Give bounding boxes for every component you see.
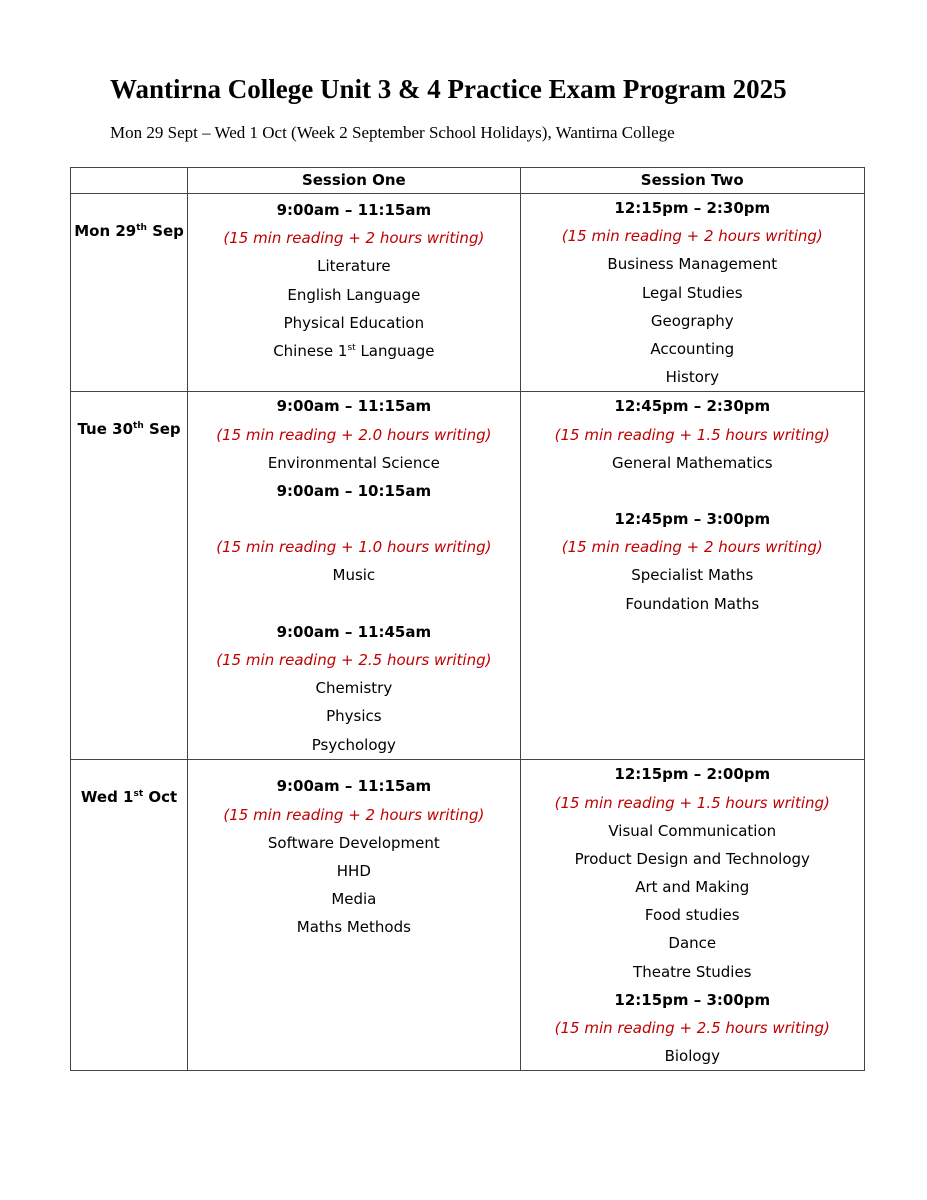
session-time: 12:15pm – 2:30pm [614,199,771,217]
subject-text: Chinese 1 [273,341,348,360]
subject: Visual Communication [608,821,777,840]
subject: History [665,368,719,387]
session-time: 12:45pm – 3:00pm [614,510,771,529]
subject: Dance [668,934,717,953]
subject: Environmental Science [267,453,440,472]
day-label-tue [71,392,188,760]
session-duration-note: (15 min reading + 2.5 hours writing) [554,1019,830,1037]
day-label-wed [71,760,188,1071]
subject: Accounting [650,339,735,358]
exam-schedule-table [70,167,865,1071]
session-time: 9:00am – 11:15am [276,201,432,219]
day-text: Tue 30 [77,420,134,439]
session-duration-note: (15 min reading + 2 hours writing) [223,229,485,248]
session-time: 12:45pm – 2:30pm [614,397,771,416]
subject [188,337,519,365]
subject: Specialist Maths [631,566,754,585]
subject: General Mathematics [612,453,773,472]
document-title: Wantirna College Unit 3 & 4 Practice Exam Program 2025 [110,74,787,104]
day-ordinal: th [133,421,144,432]
session-duration-note: (15 min reading + 2 hours writing) [561,538,823,557]
subject: Music [332,566,376,585]
subject: Food studies [644,906,740,925]
subject: Geography [650,311,734,330]
session-duration-note: (15 min reading + 2.5 hours writing) [216,651,492,669]
session-time: 9:00am – 11:15am [276,777,432,796]
subject: Media [331,890,377,909]
day-month: Sep [143,420,181,439]
day-text: Wed 1 [80,788,134,807]
spacer [188,505,519,533]
subject: Psychology [311,735,396,754]
session-time: 9:00am – 11:45am [276,622,432,641]
table-row-tue [71,392,865,760]
subject: Physics [326,707,382,726]
table-row-wed [71,760,865,1071]
header-session-two: Session Two [520,168,864,194]
header-blank [71,168,188,194]
spacer [521,477,864,505]
day-text: Mon 29 [74,222,137,240]
subject: Business Management [607,255,778,274]
session-duration-note: (15 min reading + 2 hours writing) [223,805,485,824]
subject-text: Language [355,341,435,360]
wed-session-one [188,760,520,1071]
subject: Legal Studies [641,283,743,302]
table-row-mon [71,194,865,392]
session-duration-note: (15 min reading + 1.0 hours writing) [216,538,492,557]
subject: Maths Methods [296,918,411,937]
wed-session-two [520,760,864,1071]
subject: Product Design and Technology [574,849,810,868]
session-duration-note: (15 min reading + 2.0 hours writing) [216,425,492,444]
day-ordinal: st [133,789,144,800]
day-month: Oct [143,788,178,807]
mon-session-one [188,194,520,392]
day-month: Sep [146,222,184,240]
day-ordinal: th [136,223,147,233]
mon-session-two [520,194,864,392]
tue-session-two [520,392,864,760]
subject: English Language [287,285,421,304]
subject: Art and Making [635,878,750,897]
subject: Chemistry [315,679,393,698]
subject: Literature [317,257,391,276]
subject-ordinal: st [347,342,356,353]
session-duration-note: (15 min reading + 1.5 hours writing) [554,425,830,444]
day-label-mon [71,194,188,392]
session-time: 9:00am – 10:15am [276,481,432,500]
subject: Foundation Maths [625,594,760,613]
subject: Physical Education [283,313,425,332]
session-duration-note: (15 min reading + 2 hours writing) [561,227,823,246]
table-header-row [71,168,865,194]
session-duration-note: (15 min reading + 1.5 hours writing) [554,793,830,812]
session-time: 12:15pm – 3:00pm [614,990,771,1009]
tue-session-one [188,392,520,760]
spacer [188,590,519,618]
session-time: 12:15pm – 2:00pm [614,765,771,784]
header-session-one: Session One [188,168,520,194]
subject: Biology [664,1047,720,1066]
subject: HHD [336,861,371,880]
subject: Theatre Studies [633,962,752,981]
document-subtitle: Mon 29 Sept – Wed 1 Oct (Week 2 September School Holidays), Wantirna College [110,123,675,142]
subject: Software Development [267,833,440,852]
session-time: 9:00am – 11:15am [276,397,432,416]
